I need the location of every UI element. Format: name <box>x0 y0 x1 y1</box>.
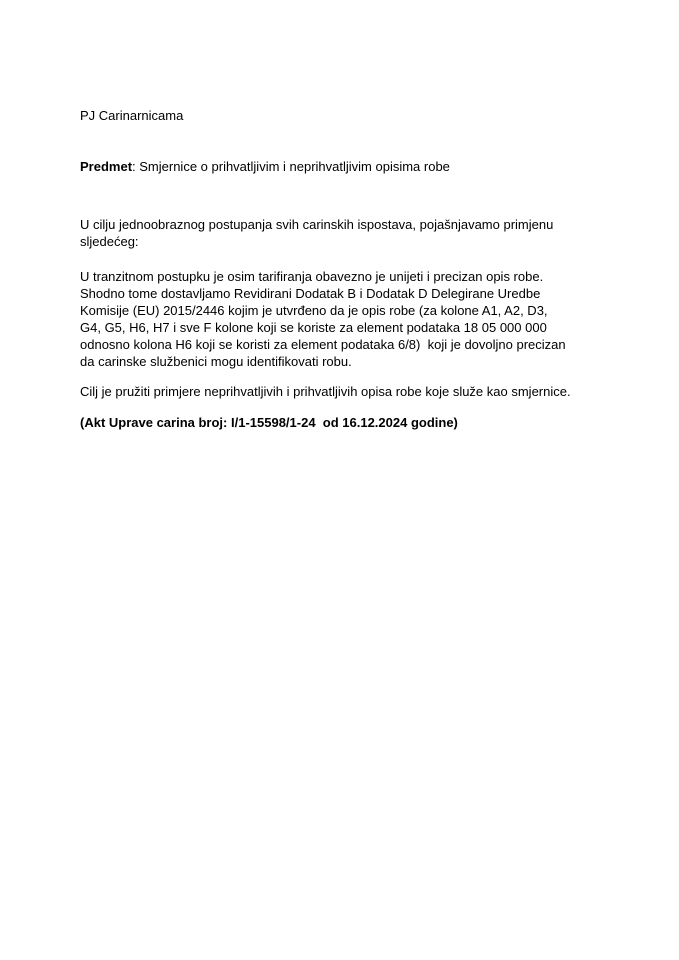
reference-line: (Akt Uprave carina broj: I/1-15598/1-24 od 16.12.2024 godine) <box>80 415 458 430</box>
recipient-line: PJ Carinarnicama <box>80 108 184 123</box>
body-line: odnosno kolona H6 koji se koristi za element podataka 6/8) koji je dovoljno precizan <box>80 337 566 352</box>
goal-paragraph: Cilj je pružiti primjere neprihvatljivih i prihvatljivih opisa robe koje služe kao smjernice. <box>80 384 571 399</box>
subject-text: : Smjernice o prihvatljivim i neprihvatljivim opisima robe <box>132 159 450 174</box>
body-line: da carinske službenici mogu identifikovati robu. <box>80 354 352 369</box>
intro-line: U cilju jednoobraznog postupanja svih carinskih ispostava, pojašnjavamo primjenu <box>80 217 554 232</box>
body-paragraph <box>80 268 620 370</box>
subject-line <box>80 158 450 175</box>
intro-paragraph <box>80 216 620 250</box>
subject-label: Predmet <box>80 159 133 174</box>
intro-line: sljedećeg: <box>80 234 139 249</box>
body-line: Komisije (EU) 2015/2446 kojim je utvrđeno da je opis robe (za kolone A1, A2, D3, <box>80 303 548 318</box>
body-line: U tranzitnom postupku je osim tarifiranja obavezno je unijeti i precizan opis robe. <box>80 269 544 284</box>
body-line: Shodno tome dostavljamo Revidirani Dodatak B i Dodatak D Delegirane Uredbe <box>80 286 541 301</box>
body-line: G4, G5, H6, H7 i sve F kolone koji se koriste za element podataka 18 05 000 000 <box>80 320 547 335</box>
